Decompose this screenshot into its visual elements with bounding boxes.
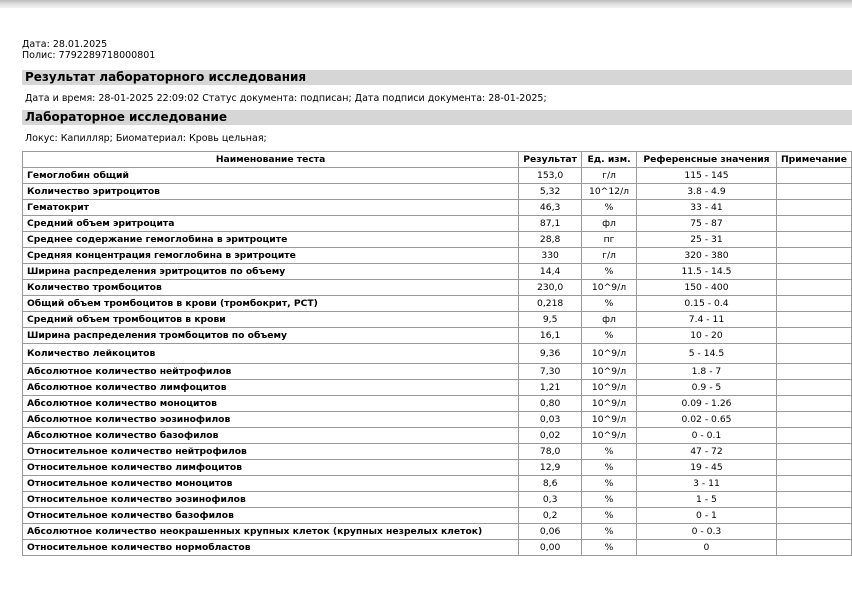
result-cell: 16,1 [519,328,582,344]
result-cell: 12,9 [519,460,582,476]
section-title-result: Результат лабораторного исследования [22,70,852,85]
test-name-cell: Количество тромбоцитов [23,280,519,296]
reference-cell: 0.02 - 0.65 [636,412,776,428]
test-name-cell: Ширина распределения тромбоцитов по объему [23,328,519,344]
note-cell [776,264,851,280]
table-row [23,508,852,524]
unit-cell: 10^9/л [582,364,637,380]
result-cell: 46,3 [519,200,582,216]
note-cell [776,492,851,508]
unit-cell: % [582,540,637,556]
reference-cell: 0.09 - 1.26 [636,396,776,412]
reference-cell: 150 - 400 [636,280,776,296]
reference-cell: 0.9 - 5 [636,380,776,396]
result-cell: 330 [519,248,582,264]
test-name-cell: Общий объем тромбоцитов в крови (тромбокрит, PCT) [23,296,519,312]
result-cell: 0,06 [519,524,582,540]
header-test-name: Наименование теста [23,152,519,168]
reference-cell: 47 - 72 [636,444,776,460]
reference-cell: 11.5 - 14.5 [636,264,776,280]
locus-biomaterial-line: Локус: Капилляр; Биоматериал: Кровь цельная; [25,133,267,144]
document-date: Дата: 28.01.2025 [22,39,108,50]
test-name-cell: Относительное количество лимфоцитов [23,460,519,476]
result-cell: 153,0 [519,168,582,184]
unit-cell: % [582,264,637,280]
result-cell: 9,36 [519,344,582,364]
result-cell: 230,0 [519,280,582,296]
note-cell [776,396,851,412]
unit-cell: % [582,200,637,216]
table-row [23,492,852,508]
test-name-cell: Среднее содержание гемоглобина в эритроците [23,232,519,248]
result-cell: 87,1 [519,216,582,232]
result-cell: 8,6 [519,476,582,492]
note-cell [776,508,851,524]
test-name-cell: Относительное количество нормобластов [23,540,519,556]
note-cell [776,168,851,184]
table-row [23,524,852,540]
table-row [23,216,852,232]
unit-cell: 10^12/л [582,184,637,200]
note-cell [776,444,851,460]
unit-cell: 10^9/л [582,280,637,296]
reference-cell: 0 - 0.1 [636,428,776,444]
header-result: Результат [519,152,582,168]
test-name-cell: Абсолютное количество эозинофилов [23,412,519,428]
unit-cell: фл [582,312,637,328]
unit-cell: фл [582,216,637,232]
table-row [23,444,852,460]
test-name-cell: Количество эритроцитов [23,184,519,200]
unit-cell: % [582,508,637,524]
reference-cell: 0.15 - 0.4 [636,296,776,312]
table-row [23,248,852,264]
test-name-cell: Количество лейкоцитов [23,344,519,364]
reference-cell: 1 - 5 [636,492,776,508]
note-cell [776,380,851,396]
note-cell [776,328,851,344]
test-name-cell: Относительное количество нейтрофилов [23,444,519,460]
results-table [22,151,852,556]
result-cell: 5,32 [519,184,582,200]
unit-cell: % [582,476,637,492]
note-cell [776,296,851,312]
test-name-cell: Относительное количество базофилов [23,508,519,524]
table-row [23,280,852,296]
result-cell: 0,03 [519,412,582,428]
result-cell: 0,02 [519,428,582,444]
reference-cell: 115 - 145 [636,168,776,184]
reference-cell: 25 - 31 [636,232,776,248]
table-row [23,264,852,280]
note-cell [776,200,851,216]
test-name-cell: Гемоглобин общий [23,168,519,184]
test-name-cell: Ширина распределения эритроцитов по объему [23,264,519,280]
unit-cell: % [582,444,637,460]
note-cell [776,280,851,296]
unit-cell: г/л [582,168,637,184]
table-header-row [23,152,852,168]
unit-cell: г/л [582,248,637,264]
table-row [23,380,852,396]
unit-cell: 10^9/л [582,428,637,444]
result-cell: 0,218 [519,296,582,312]
header-note: Примечание [776,152,851,168]
table-row [23,328,852,344]
note-cell [776,412,851,428]
reference-cell: 1.8 - 7 [636,364,776,380]
test-name-cell: Абсолютное количество лимфоцитов [23,380,519,396]
table-row [23,296,852,312]
document-status-line: Дата и время: 28-01-2025 22:09:02 Статус документа: подписан; Дата подписи документа: 28-01-2025; [25,93,547,104]
note-cell [776,476,851,492]
reference-cell: 10 - 20 [636,328,776,344]
section-title-lab: Лабораторное исследование [22,110,852,125]
reference-cell: 0 [636,540,776,556]
reference-cell: 0 - 1 [636,508,776,524]
table-row [23,184,852,200]
reference-cell: 19 - 45 [636,460,776,476]
unit-cell: 10^9/л [582,412,637,428]
header-unit: Ед. изм. [582,152,637,168]
test-name-cell: Абсолютное количество моноцитов [23,396,519,412]
policy-number: Полис: 7792289718000801 [22,50,156,61]
note-cell [776,184,851,200]
table-row [23,476,852,492]
result-cell: 0,00 [519,540,582,556]
test-name-cell: Гематокрит [23,200,519,216]
reference-cell: 0 - 0.3 [636,524,776,540]
note-cell [776,364,851,380]
result-cell: 78,0 [519,444,582,460]
table-row [23,460,852,476]
table-row [23,412,852,428]
table-row [23,428,852,444]
unit-cell: % [582,296,637,312]
table-row [23,200,852,216]
reference-cell: 5 - 14.5 [636,344,776,364]
reference-cell: 75 - 87 [636,216,776,232]
result-cell: 0,80 [519,396,582,412]
window-top-edge [0,0,852,8]
result-cell: 0,2 [519,508,582,524]
test-name-cell: Абсолютное количество базофилов [23,428,519,444]
header-reference: Референсные значения [636,152,776,168]
result-cell: 0,3 [519,492,582,508]
result-cell: 28,8 [519,232,582,248]
table-row [23,364,852,380]
note-cell [776,524,851,540]
table-row [23,312,852,328]
test-name-cell: Средний объем тромбоцитов в крови [23,312,519,328]
note-cell [776,460,851,476]
reference-cell: 7.4 - 11 [636,312,776,328]
reference-cell: 3 - 11 [636,476,776,492]
unit-cell: % [582,492,637,508]
test-name-cell: Абсолютное количество нейтрофилов [23,364,519,380]
table-row [23,396,852,412]
test-name-cell: Абсолютное количество неокрашенных крупных клеток (крупных незрелых клеток) [23,524,519,540]
test-name-cell: Относительное количество эозинофилов [23,492,519,508]
table-row [23,168,852,184]
unit-cell: % [582,524,637,540]
reference-cell: 33 - 41 [636,200,776,216]
note-cell [776,248,851,264]
table-row [23,232,852,248]
unit-cell: % [582,460,637,476]
test-name-cell: Средняя концентрация гемоглобина в эритроците [23,248,519,264]
unit-cell: 10^9/л [582,344,637,364]
note-cell [776,428,851,444]
test-name-cell: Средний объем эритроцита [23,216,519,232]
note-cell [776,216,851,232]
note-cell [776,312,851,328]
note-cell [776,232,851,248]
unit-cell: 10^9/л [582,380,637,396]
unit-cell: 10^9/л [582,396,637,412]
reference-cell: 320 - 380 [636,248,776,264]
result-cell: 1,21 [519,380,582,396]
result-cell: 9,5 [519,312,582,328]
table-row [23,344,852,364]
unit-cell: пг [582,232,637,248]
result-cell: 7,30 [519,364,582,380]
unit-cell: % [582,328,637,344]
test-name-cell: Относительное количество моноцитов [23,476,519,492]
note-cell [776,540,851,556]
table-row [23,540,852,556]
note-cell [776,344,851,364]
reference-cell: 3.8 - 4.9 [636,184,776,200]
result-cell: 14,4 [519,264,582,280]
